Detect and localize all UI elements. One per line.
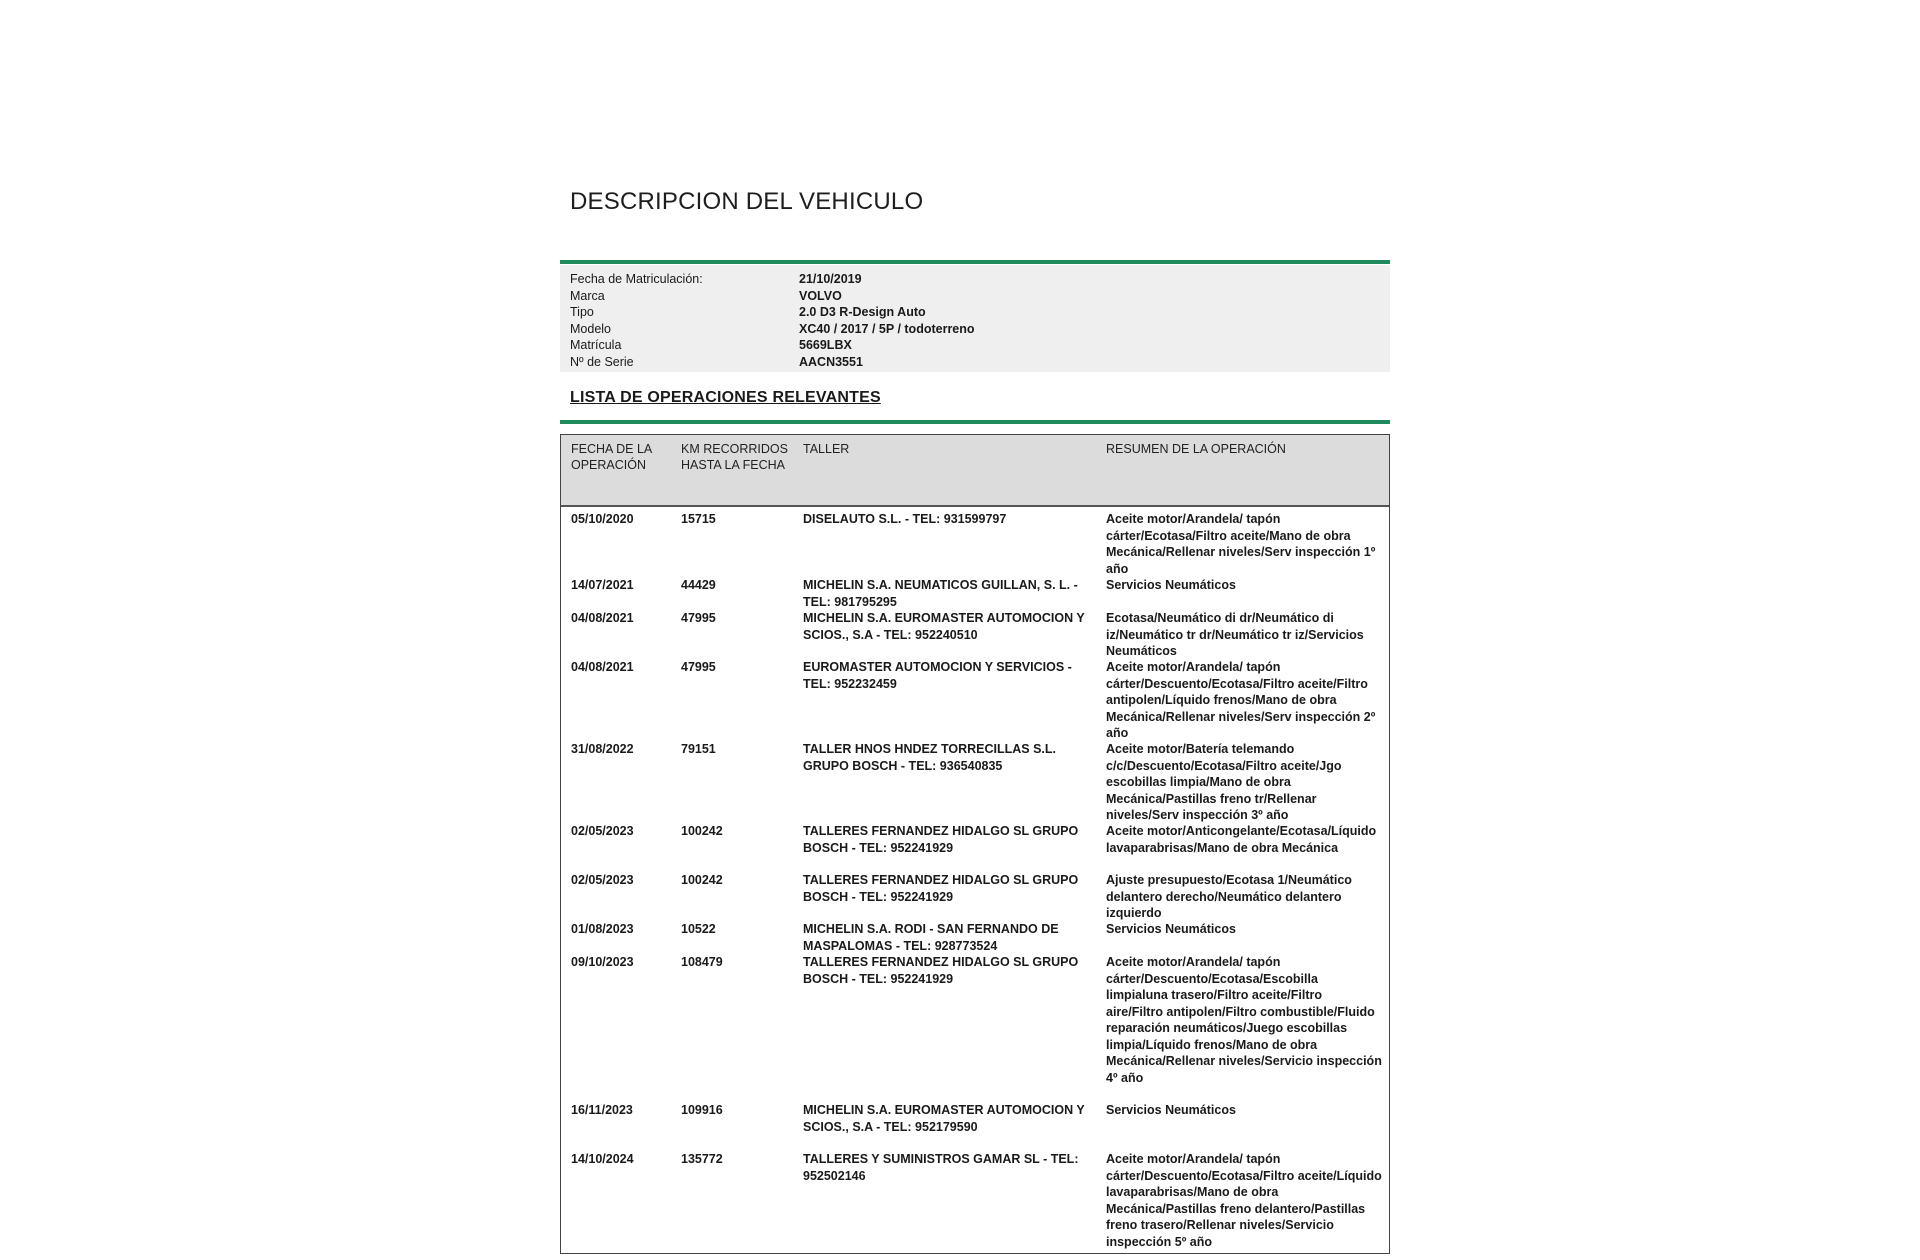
- vehicle-label: Fecha de Matriculación:: [570, 272, 703, 286]
- operation-date: 05/10/2020: [571, 512, 634, 526]
- page-title: DESCRIPCION DEL VEHICULO: [570, 188, 924, 215]
- header-date: FECHA DE LA OPERACIÓN: [571, 442, 652, 472]
- vehicle-label: Nº de Serie: [570, 354, 634, 369]
- operation-km: 79151: [681, 742, 716, 756]
- vehicle-value: VOLVO: [799, 288, 842, 303]
- operation-date: 09/10/2023: [571, 955, 634, 969]
- operation-km: 10522: [681, 922, 716, 936]
- vehicle-label: Tipo: [570, 305, 594, 319]
- operation-summary: Aceite motor/Arandela/ tapón cárter/Descuento/Ecotasa/Escobilla limpialuna trasero/Filtro aceite/Filtro aire/Filtro antipolen/Filtro combustible/Fluido reparación neumáticos/Juego escobillas limpia/Líquido frenos/Mano de obra Mecánica/Rellenar niveles/Servicio inspección 4º año: [1106, 955, 1382, 1085]
- operation-km: 100242: [681, 824, 723, 838]
- operation-workshop: MICHELIN S.A. RODI - SAN FERNANDO DE MASPALOMAS - TEL: 928773524: [803, 922, 1059, 953]
- operation-workshop: TALLERES Y SUMINISTROS GAMAR SL - TEL: 952502146: [803, 1152, 1079, 1183]
- operation-summary: Servicios Neumáticos: [1106, 1103, 1236, 1117]
- operation-km: 108479: [681, 955, 723, 969]
- operation-workshop: TALLERES FERNANDEZ HIDALGO SL GRUPO BOSCH - TEL: 952241929: [803, 824, 1079, 855]
- operation-workshop: MICHELIN S.A. EUROMASTER AUTOMOCION Y SCIOS., S.A - TEL: 952179590: [803, 1103, 1085, 1134]
- header-workshop: TALLER: [803, 442, 850, 456]
- operation-km: 15715: [681, 512, 716, 526]
- operation-date: 01/08/2023: [571, 922, 634, 936]
- vehicle-value: XC40 / 2017 / 5P / todoterreno: [799, 321, 975, 336]
- operations-section-title: LISTA DE OPERACIONES RELEVANTES: [570, 389, 881, 406]
- operation-workshop: DISELAUTO S.L. - TEL: 931599797: [803, 512, 1007, 526]
- operation-date: 02/05/2023: [571, 873, 634, 887]
- vehicle-value: AACN3551: [799, 354, 863, 369]
- operation-date: 04/08/2021: [571, 660, 634, 674]
- operation-summary: Aceite motor/Anticongelante/Ecotasa/Líquido lavaparabrisas/Mano de obra Mecánica: [1106, 824, 1377, 855]
- operation-summary: Ajuste presupuesto/Ecotasa 1/Neumático delantero derecho/Neumático delantero izquierdo: [1106, 873, 1352, 920]
- operation-workshop: TALLERES FERNANDEZ HIDALGO SL GRUPO BOSCH - TEL: 952241929: [803, 955, 1079, 986]
- vehicle-value: 5669LBX: [799, 338, 852, 352]
- vehicle-value: 2.0 D3 R-Design Auto: [799, 305, 926, 319]
- operations-section-divider: [560, 420, 1390, 424]
- operation-summary: Aceite motor/Arandela/ tapón cárter/Descuento/Ecotasa/Filtro aceite/Líquido lavaparabrisas/Mano de obra Mecánica/Pastillas freno delantero/Pastillas freno trasero/Rellenar niveles/Servicio inspección 5º año: [1106, 1152, 1382, 1249]
- operation-workshop: EUROMASTER AUTOMOCION Y SERVICIOS - TEL: 952232459: [803, 660, 1072, 691]
- operation-date: 31/08/2022: [571, 742, 634, 756]
- header-summary: RESUMEN DE LA OPERACIÓN: [1106, 442, 1286, 456]
- operation-date: 14/10/2024: [571, 1152, 634, 1166]
- operation-summary: Aceite motor/Arandela/ tapón cárter/Ecotasa/Filtro aceite/Mano de obra Mecánica/Rellenar niveles/Serv inspección 1º año: [1106, 512, 1376, 576]
- vehicle-label: Matrícula: [570, 338, 622, 352]
- operation-km: 135772: [681, 1152, 723, 1166]
- vehicle-value: 21/10/2019: [799, 272, 862, 286]
- operation-summary: Servicios Neumáticos: [1106, 578, 1236, 592]
- operation-km: 109916: [681, 1103, 723, 1117]
- vehicle-label: Marca: [570, 288, 605, 303]
- vehicle-details-box: [560, 265, 1390, 372]
- operations-table-header: [561, 435, 1389, 507]
- operation-date: 02/05/2023: [571, 824, 634, 838]
- vehicle-section-divider: [560, 260, 1390, 264]
- operation-workshop: MICHELIN S.A. NEUMATICOS GUILLAN, S. L. - TEL: 981795295: [803, 578, 1078, 609]
- operation-summary: Aceite motor/Batería telemando c/c/Descuento/Ecotasa/Filtro aceite/Jgo escobillas limpia/Mano de obra Mecánica/Pastillas freno tr/Rellenar niveles/Serv inspección 3º año: [1106, 742, 1342, 822]
- operation-summary: Ecotasa/Neumático di dr/Neumático di iz/Neumático tr dr/Neumático tr iz/Servicios Neumáticos: [1106, 611, 1364, 658]
- operation-workshop: TALLER HNOS HNDEZ TORRECILLAS S.L. GRUPO BOSCH - TEL: 936540835: [803, 742, 1057, 773]
- operation-km: 100242: [681, 873, 723, 887]
- operation-km: 47995: [681, 611, 716, 625]
- operation-date: 16/11/2023: [571, 1103, 633, 1117]
- operation-workshop: TALLERES FERNANDEZ HIDALGO SL GRUPO BOSCH - TEL: 952241929: [803, 873, 1079, 904]
- operation-km: 47995: [681, 660, 716, 674]
- operations-table: [560, 434, 1390, 1254]
- operation-date: 04/08/2021: [571, 611, 634, 625]
- operation-summary: Servicios Neumáticos: [1106, 922, 1236, 936]
- operation-summary: Aceite motor/Arandela/ tapón cárter/Descuento/Ecotasa/Filtro aceite/Filtro antipolen/Líquido frenos/Mano de obra Mecánica/Rellenar niveles/Serv inspección 2º año: [1106, 660, 1376, 740]
- operation-workshop: MICHELIN S.A. EUROMASTER AUTOMOCION Y SCIOS., S.A - TEL: 952240510: [803, 611, 1085, 642]
- operation-date: 14/07/2021: [571, 578, 634, 592]
- vehicle-label: Modelo: [570, 321, 611, 336]
- header-km: KM RECORRIDOS HASTA LA FECHA: [681, 442, 788, 472]
- operation-km: 44429: [681, 578, 716, 592]
